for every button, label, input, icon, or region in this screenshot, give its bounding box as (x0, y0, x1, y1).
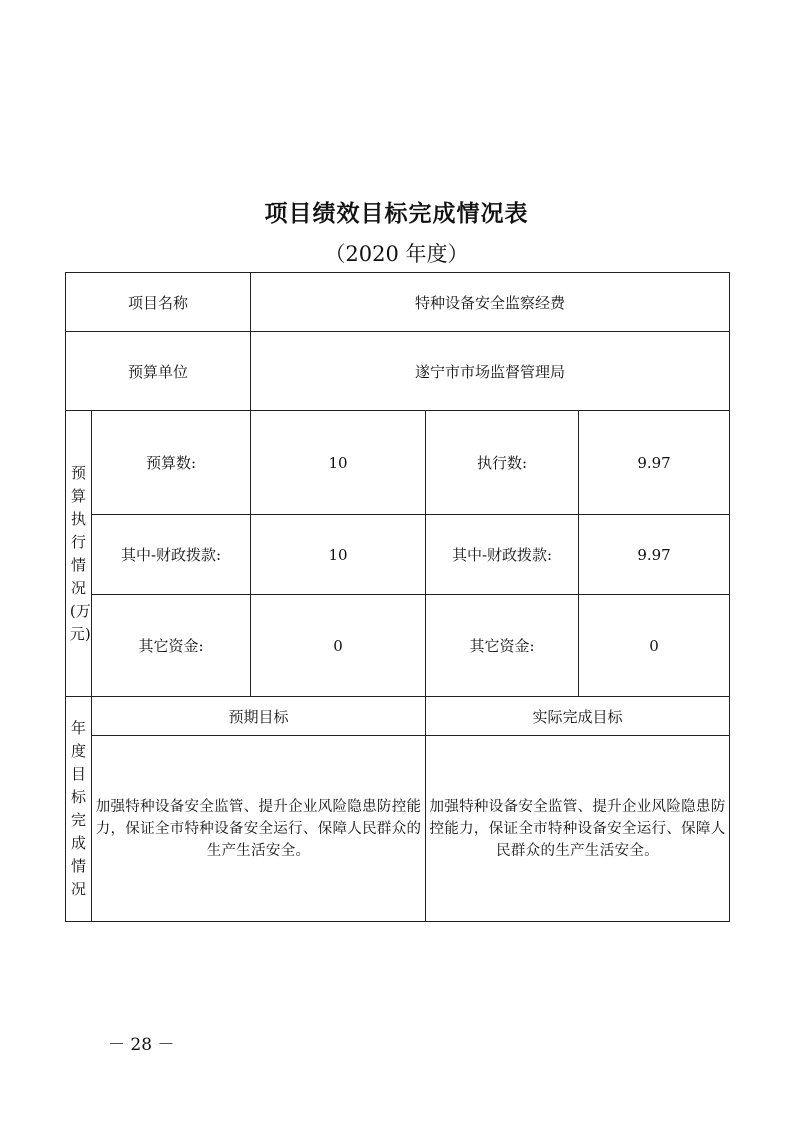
other-funds-label: 其它资金: (92, 595, 251, 697)
targets-section-label: 年度目标完成情况 (70, 719, 86, 898)
actual-target-header: 实际完成目标 (426, 697, 730, 736)
budget-label: 预算数: (92, 411, 251, 515)
budget-section-label: 预算执行情况(万元) (69, 463, 91, 643)
project-name-label: 项目名称 (66, 273, 251, 332)
executed-label: 执行数: (426, 411, 579, 515)
other-funds-exec-label: 其它资金: (426, 595, 579, 697)
budget-unit-value: 遂宁市市场监督管理局 (251, 332, 730, 411)
planned-target-text: 加强特种设备安全监管、提升企业风险隐患防控能力，保证全市特种设备安全运行、保障人民群众的生产生活安全。 (92, 736, 426, 922)
page-number: － 28 － (108, 1035, 175, 1055)
page-subtitle: （2020 年度） (324, 242, 469, 266)
budget-unit-label: 预算单位 (66, 332, 251, 411)
budget-value: 10 (251, 411, 426, 515)
fiscal-allocation-exec-label: 其中-财政拨款: (426, 515, 579, 595)
budget-section-label-cell (66, 411, 92, 697)
other-funds-exec-value: 0 (579, 595, 730, 697)
project-name-value: 特种设备安全监察经费 (251, 273, 730, 332)
project-name-row (66, 273, 730, 332)
targets-header-row (66, 697, 730, 736)
page-title: 项目绩效目标完成情况表 (264, 201, 529, 227)
executed-value: 9.97 (579, 411, 730, 515)
budget-unit-row (66, 332, 730, 411)
fiscal-allocation-row (66, 515, 730, 595)
targets-content-row (66, 736, 730, 922)
targets-section-label-cell (66, 697, 92, 922)
fiscal-allocation-exec-value: 9.97 (579, 515, 730, 595)
fiscal-allocation-label: 其中-财政拨款: (92, 515, 251, 595)
other-funds-value: 0 (251, 595, 426, 697)
planned-target-header: 预期目标 (92, 697, 426, 736)
other-funds-row (66, 595, 730, 697)
budget-row (66, 411, 730, 515)
actual-target-text: 加强特种设备安全监管、提升企业风险隐患防控能力，保证全市特种设备安全运行、保障人民群众的生产生活安全。 (426, 736, 730, 922)
fiscal-allocation-value: 10 (251, 515, 426, 595)
performance-table (65, 272, 730, 922)
